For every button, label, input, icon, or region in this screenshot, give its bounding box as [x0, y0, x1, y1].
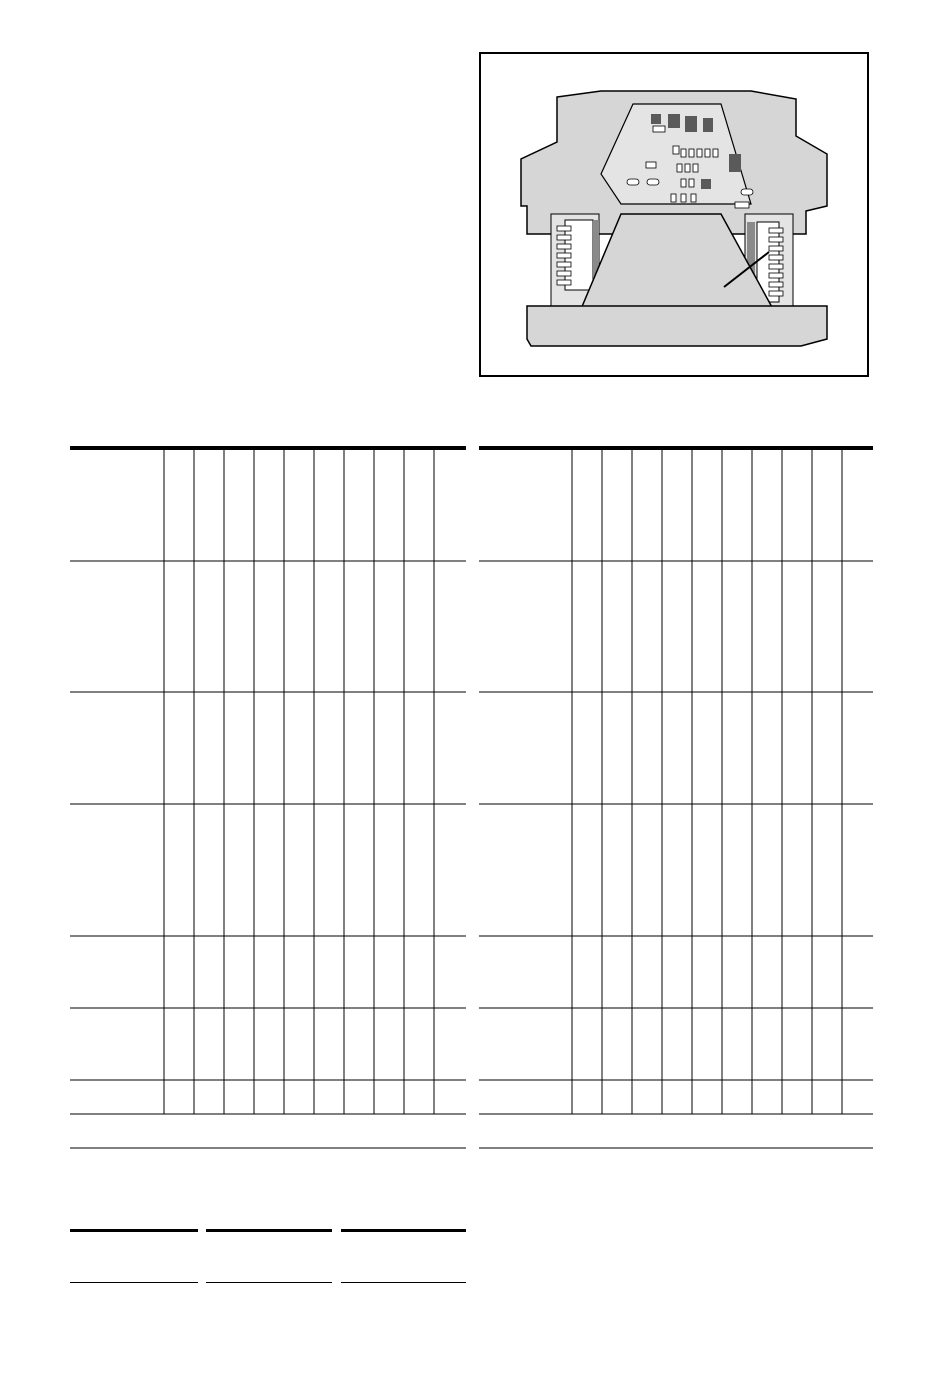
footer-block-3 — [341, 1229, 466, 1285]
footer-block-2 — [206, 1229, 332, 1285]
table-column-rules — [572, 450, 842, 1114]
footer-block-bottom-rule — [206, 1282, 332, 1283]
footer-block-top-rule — [341, 1229, 466, 1232]
housing-base — [527, 306, 827, 346]
table-row-rules — [479, 561, 873, 1148]
footer-block-bottom-rule — [341, 1282, 466, 1283]
din-rail-module-drawing — [481, 54, 871, 379]
footer-block-top-rule — [206, 1229, 332, 1232]
table-column-rules — [164, 450, 434, 1114]
device-illustration-frame — [479, 52, 869, 377]
footer-block-1 — [70, 1229, 198, 1285]
footer-block-top-rule — [70, 1229, 198, 1232]
table-row-rules — [70, 561, 466, 1148]
table-top-rule — [479, 446, 873, 450]
left-table — [70, 446, 466, 1150]
table-top-rule — [70, 446, 466, 450]
right-table-grid — [479, 446, 873, 1150]
footer-block-bottom-rule — [70, 1282, 198, 1283]
left-table-grid — [70, 446, 466, 1150]
right-table — [479, 446, 873, 1150]
